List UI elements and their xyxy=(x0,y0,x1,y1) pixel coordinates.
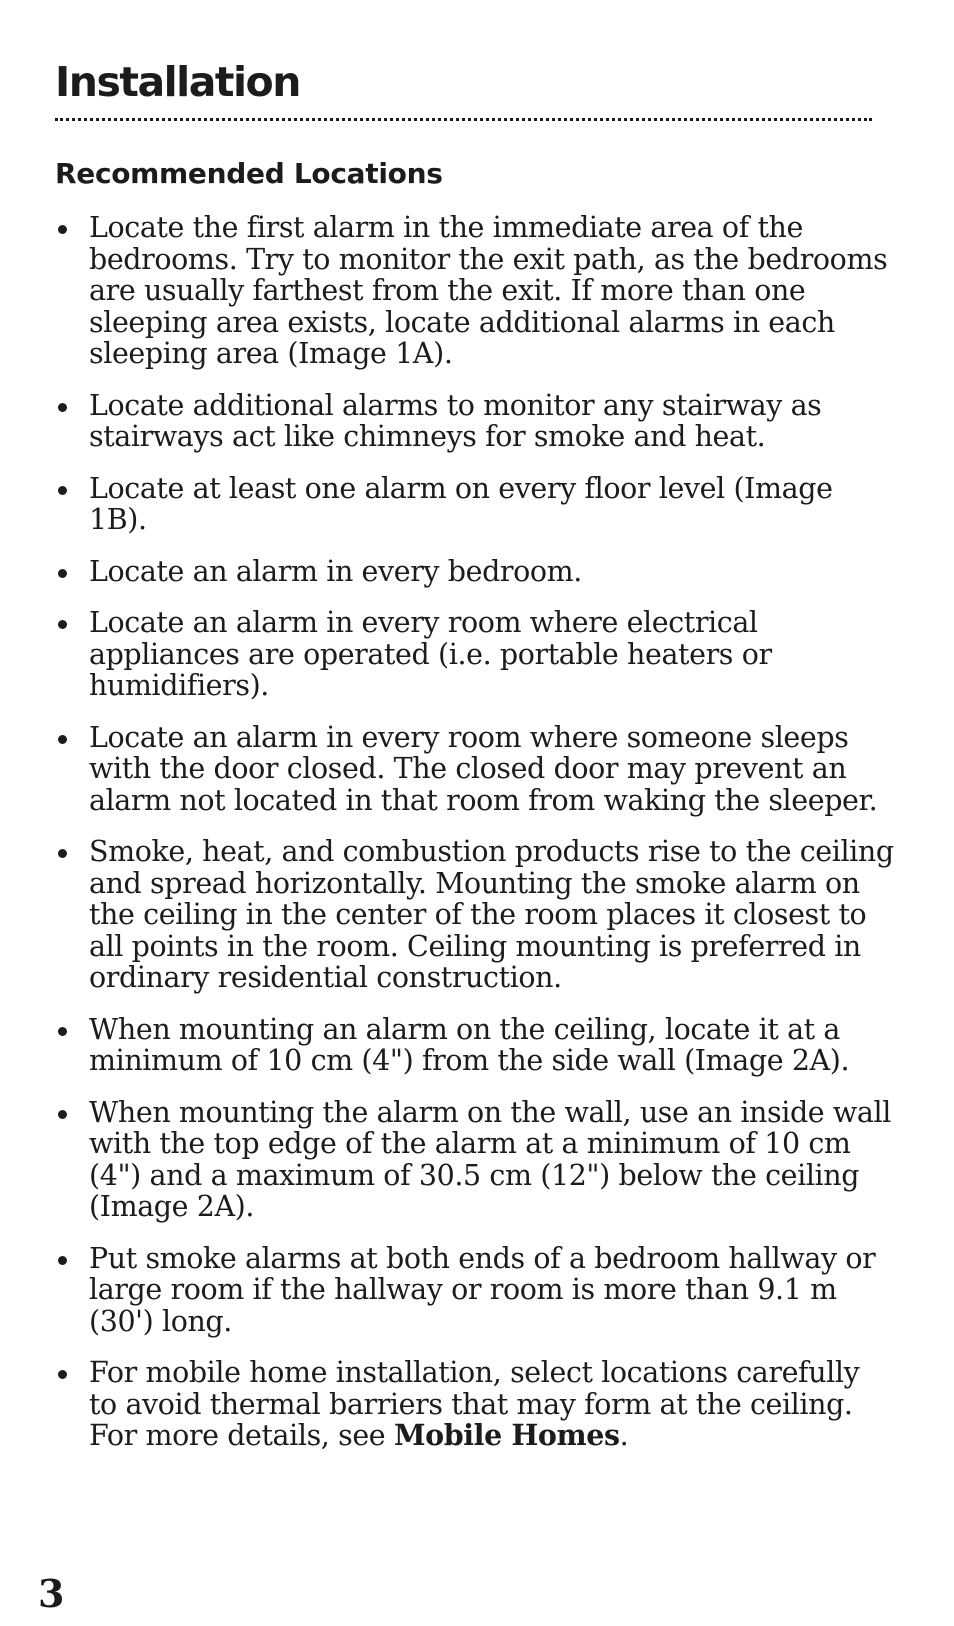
bullet-icon xyxy=(58,1110,67,1119)
list-item-text: Locate an alarm in every room where electrical appliances are operated (i.e. portable heaters or humidifiers). xyxy=(89,606,772,702)
list-item xyxy=(55,722,895,817)
list-item-text: Locate an alarm in every room where someone sleeps with the door closed. The closed door may prevent an alarm not located in that room from waking the sleeper. xyxy=(89,720,878,817)
list-item-text: Locate at least one alarm on every floor level (Image 1B). xyxy=(89,471,833,536)
list-item xyxy=(55,212,895,370)
list-item xyxy=(55,1097,895,1223)
bullet-icon xyxy=(58,735,67,744)
mobile-homes-reference: Mobile Homes xyxy=(393,1418,620,1452)
bullet-icon xyxy=(58,569,67,578)
list-item xyxy=(55,390,895,453)
list-item xyxy=(55,607,895,702)
list-item xyxy=(55,836,895,994)
bullet-icon xyxy=(58,403,67,412)
bullet-icon xyxy=(58,1256,67,1265)
list-item-text: Locate additional alarms to monitor any stairway as stairways act like chimneys for smoke and heat. xyxy=(89,388,822,453)
list-item-text: For mobile home installation, select locations carefully to avoid thermal barriers that may form at the ceiling. For more details, see xyxy=(89,1356,860,1452)
bullet-icon xyxy=(58,225,67,234)
list-item-text: When mounting the alarm on the wall, use an inside wall with the top edge of the alarm at a minimum of 10 cm (4") and a maximum of 30.5 cm (12") below the ceiling (Image 2A). xyxy=(89,1095,891,1223)
list-item xyxy=(55,1014,895,1077)
bullet-icon xyxy=(58,620,67,629)
dotted-divider xyxy=(55,118,872,121)
list-item xyxy=(55,1243,895,1338)
list-item-text: Locate the first alarm in the immediate area of the bedrooms. Try to monitor the exit path, as the bedrooms are usually farthest from the exit. If more than one sleeping area exists, locate additional alarms in each sleeping area (Image 1A). xyxy=(89,211,888,370)
bullet-icon xyxy=(58,486,67,495)
list-item-text: Smoke, heat, and combustion products rise to the ceiling and spread horizontally. Mounting the smoke alarm on the ceiling in the center of the room places it closest to all points in the room. Ceiling mounting is preferred in ordinary residential construction. xyxy=(89,835,894,994)
page-title: Installation xyxy=(55,58,300,106)
bullet-icon xyxy=(58,1027,67,1036)
list-item xyxy=(55,1357,895,1452)
page-number: 3 xyxy=(38,1571,65,1616)
locations-list xyxy=(55,212,895,1472)
list-item-text: Locate an alarm in every bedroom. xyxy=(89,554,582,588)
section-title: Recommended Locations xyxy=(55,157,443,190)
bullet-icon xyxy=(58,849,67,858)
bullet-icon xyxy=(58,1370,67,1379)
list-item-text: When mounting an alarm on the ceiling, locate it at a minimum of 10 cm (4") from the side wall (Image 2A). xyxy=(89,1012,850,1077)
list-item xyxy=(55,473,895,536)
list-item-suffix: . xyxy=(619,1419,629,1452)
list-item-text: Put smoke alarms at both ends of a bedroom hallway or large room if the hallway or room is more than 9.1 m (30') long. xyxy=(89,1241,876,1338)
list-item xyxy=(55,556,895,588)
